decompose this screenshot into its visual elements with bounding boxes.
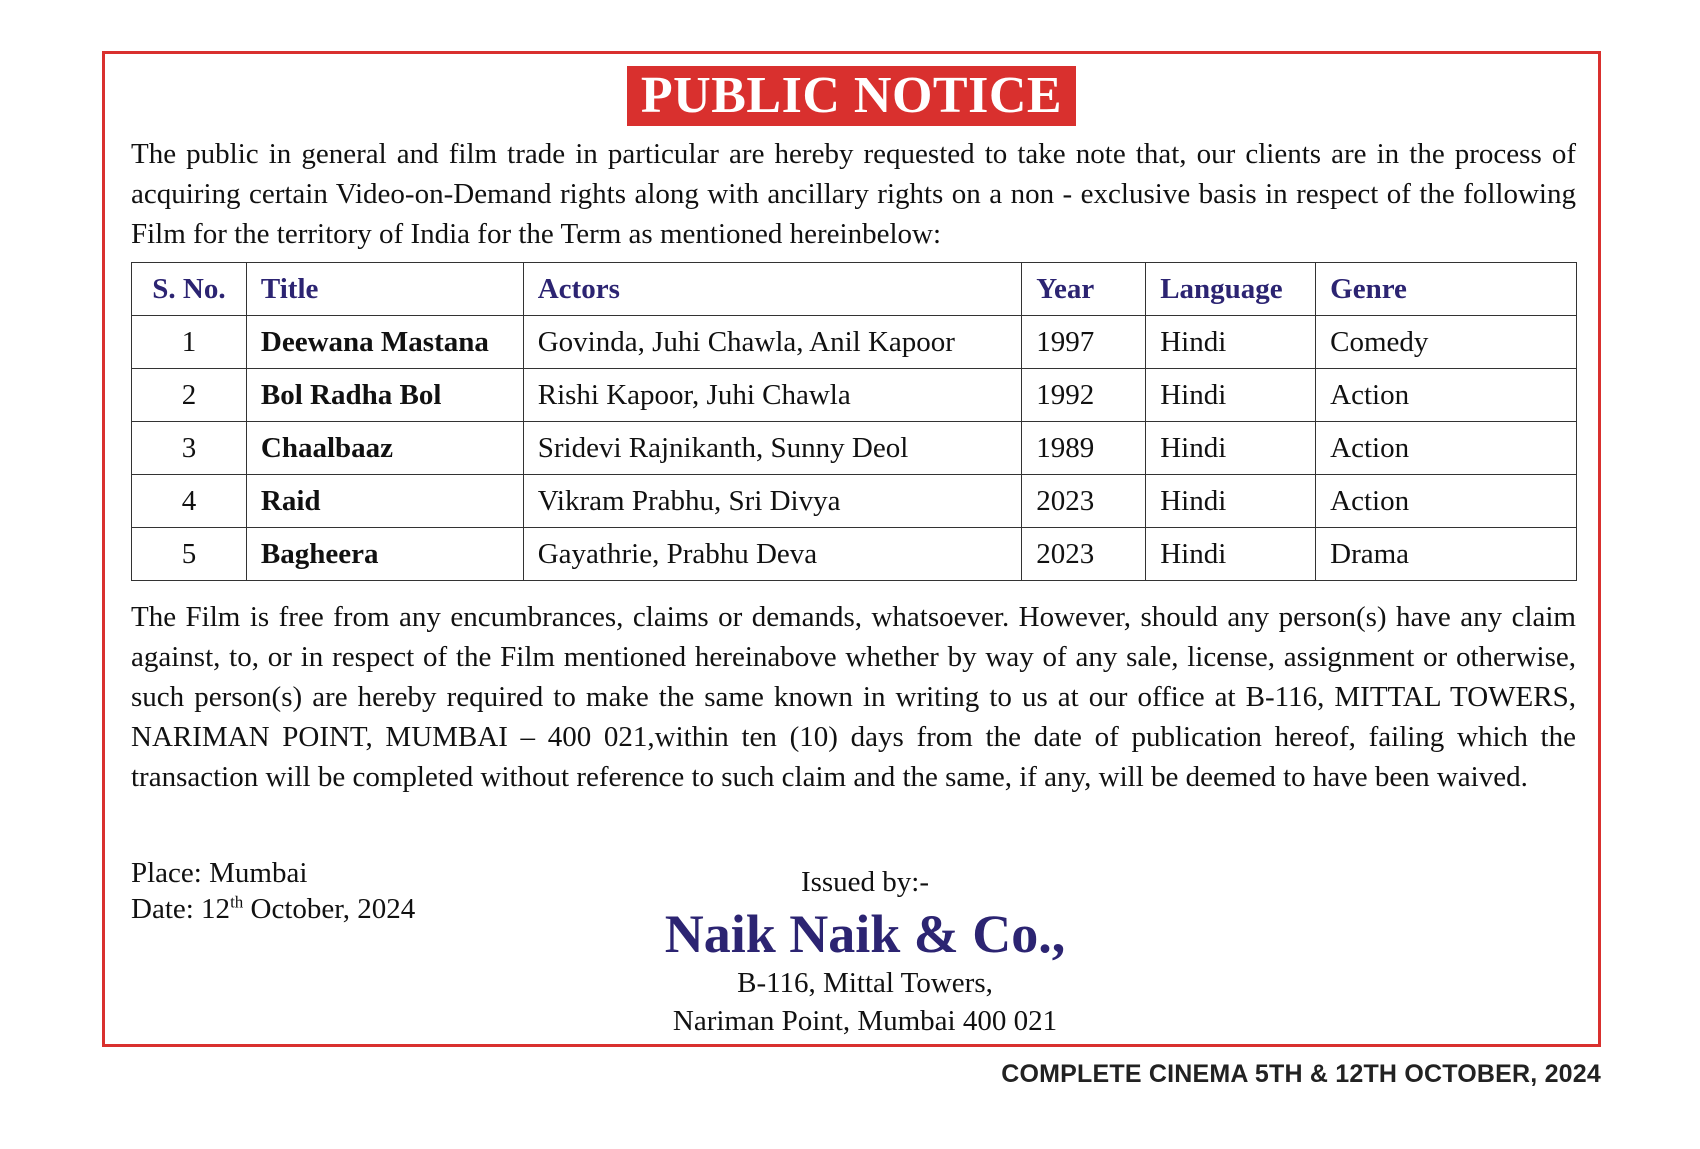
table-row (132, 475, 1577, 528)
col-header-sno: S. No. (132, 263, 247, 316)
cell-actors: Gayathrie, Prabhu Deva (523, 528, 1022, 581)
films-table (131, 262, 1577, 581)
table-row (132, 422, 1577, 475)
cell-year: 1989 (1022, 422, 1146, 475)
cell-title: Bol Radha Bol (246, 369, 523, 422)
cell-genre: Comedy (1316, 316, 1577, 369)
date-ordinal-suffix: th (230, 892, 244, 912)
notice-heading: PUBLIC NOTICE (627, 66, 1076, 126)
cell-genre: Action (1316, 475, 1577, 528)
table-row (132, 316, 1577, 369)
table-row (132, 528, 1577, 581)
date-line (131, 891, 415, 927)
place-line: Place: Mumbai (131, 857, 308, 889)
col-header-title: Title (246, 263, 523, 316)
col-header-year: Year (1022, 263, 1146, 316)
cell-title: Chaalbaaz (246, 422, 523, 475)
cell-title: Raid (246, 475, 523, 528)
cell-genre: Action (1316, 422, 1577, 475)
place-date-block (131, 855, 415, 927)
cell-sno: 5 (132, 528, 247, 581)
cell-actors: Rishi Kapoor, Juhi Chawla (523, 369, 1022, 422)
table-row (132, 369, 1577, 422)
cell-sno: 3 (132, 422, 247, 475)
issuer-block (595, 864, 1135, 1040)
cell-language: Hindi (1146, 528, 1316, 581)
publication-footer: COMPLETE CINEMA 5TH & 12TH OCTOBER, 2024 (1001, 1060, 1601, 1088)
cell-sno: 1 (132, 316, 247, 369)
cell-language: Hindi (1146, 422, 1316, 475)
heading-wrap (105, 66, 1598, 126)
cell-year: 1992 (1022, 369, 1146, 422)
cell-year: 1997 (1022, 316, 1146, 369)
col-header-genre: Genre (1316, 263, 1577, 316)
cell-actors: Govinda, Juhi Chawla, Anil Kapoor (523, 316, 1022, 369)
notice-frame (102, 51, 1601, 1047)
cell-genre: Drama (1316, 528, 1577, 581)
cell-language: Hindi (1146, 316, 1316, 369)
cell-title: Bagheera (246, 528, 523, 581)
col-header-actors: Actors (523, 263, 1022, 316)
cell-sno: 2 (132, 369, 247, 422)
intro-paragraph: The public in general and film trade in particular are hereby requested to take note that, our clients are in the process of acquiring certain Video-on-Demand rights along with ancillary rights on a non - exclusive basis in respect of the following Film for the territory of India for the Term as mentioned hereinbelow: (131, 138, 1576, 250)
cell-actors: Vikram Prabhu, Sri Divya (523, 475, 1022, 528)
firm-name: Naik Naik & Co., (664, 904, 1066, 964)
cell-sno: 4 (132, 475, 247, 528)
table-header-row (132, 263, 1577, 316)
firm-address-line-2: Nariman Point, Mumbai 400 021 (672, 1005, 1058, 1037)
cell-language: Hindi (1146, 369, 1316, 422)
outro-paragraph: The Film is free from any encumbrances, claims or demands, whatsoever. However, should any person(s) have any claim against, to, or in respect of the Film mentioned hereinabove whether by way of any sale, license, assignment or otherwise, such person(s) are hereby required to make the same known in writing to us at our office at B-116, MITTAL TOWERS, NARIMAN POINT, MUMBAI – 400 021,within ten (10) days from the date of publication hereof, failing which the transaction will be completed without reference to such claim and the same, if any, will be deemed to have been waived. (131, 601, 1576, 793)
cell-title: Deewana Mastana (246, 316, 523, 369)
cell-genre: Action (1316, 369, 1577, 422)
cell-year: 2023 (1022, 475, 1146, 528)
cell-actors: Sridevi Rajnikanth, Sunny Deol (523, 422, 1022, 475)
firm-address-line-1: B-116, Mittal Towers, (737, 967, 993, 999)
col-header-language: Language (1146, 263, 1316, 316)
date-prefix: Date: 12 (131, 893, 231, 925)
date-rest: October, 2024 (243, 893, 416, 925)
cell-language: Hindi (1146, 475, 1316, 528)
cell-year: 2023 (1022, 528, 1146, 581)
issued-by-label: Issued by:- (800, 866, 930, 898)
